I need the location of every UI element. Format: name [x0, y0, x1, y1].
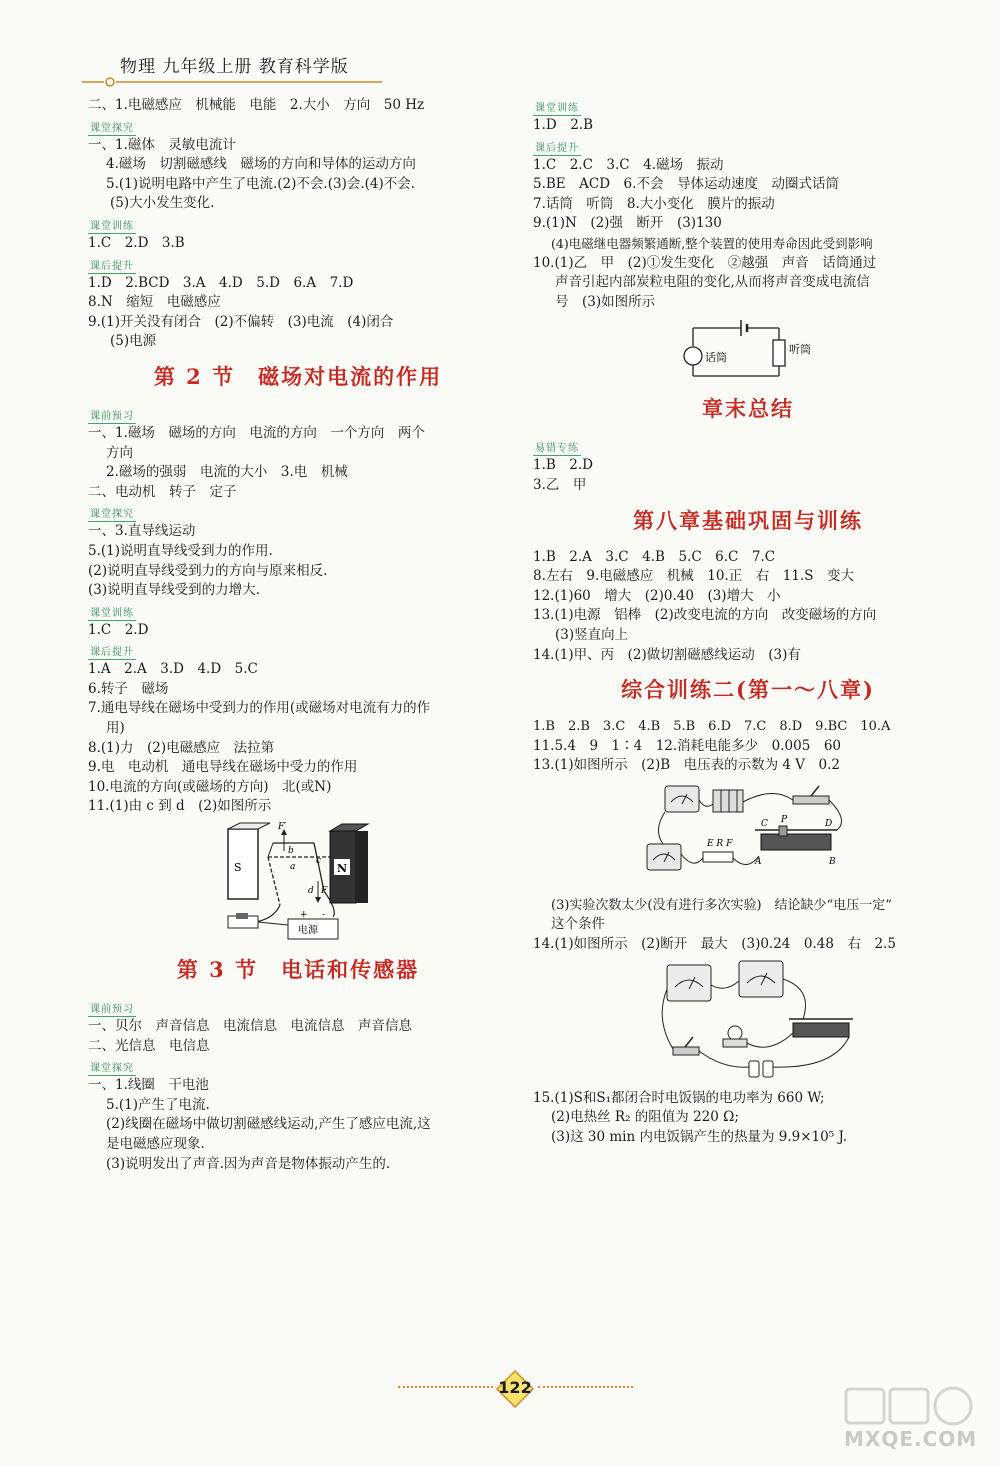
answer-line: (5)电源	[110, 333, 157, 350]
answer-line: 1.B 2.B 3.C 4.B 5.B 6.D 7.C 8.D 9.BC 10.A	[533, 719, 891, 735]
answer-line: 二、1.电磁感应 机械能 电能 2.大小 方向 50 Hz	[88, 97, 425, 113]
answer-line: (4)电磁继电器频繁通断,整个装置的使用寿命因此受到影响	[551, 235, 873, 251]
answer-line: 一、1.磁场 磁场的方向 电流的方向 一个方向 两个	[88, 424, 425, 441]
answer-line: 一、3.直导线运动	[88, 523, 196, 540]
answer-line: 10.电流的方向(或磁场的方向) 北(或N)	[88, 778, 332, 795]
rheostat-slider-p: P	[781, 814, 788, 825]
magnet-wire-diagram	[218, 821, 418, 941]
left-column	[88, 96, 508, 1174]
answer-line: 14.(1)如图所示 (2)断开 最大 (3)0.24 0.48 右 2.5	[533, 936, 896, 953]
point-label-a: a	[290, 862, 296, 873]
experiment-circuit-diagram-2	[653, 959, 863, 1079]
footer-dots-left	[398, 1386, 493, 1388]
answer-line: 1.C 2.D	[88, 621, 149, 638]
page-number: 122	[498, 1378, 532, 1397]
answer-line: 8.N 缩短 电磁感应	[88, 294, 221, 311]
answer-line: 8.(1)力 (2)电磁感应 法拉第	[88, 739, 275, 756]
tag-after-class: 课后提升	[535, 142, 579, 154]
terminal-plus: +	[300, 910, 308, 921]
answers-comprehensive	[533, 717, 963, 776]
answers-lift-2	[88, 660, 508, 817]
answers-explore-2	[88, 522, 508, 600]
answers-explore-3	[88, 1076, 508, 1174]
answer-line: (2)说明直导线受到力的方向与原来相反.	[88, 562, 328, 579]
answer-line: 2.磁场的强弱 电流的大小 3.电 机械	[106, 464, 348, 481]
answer-line: 9.(1)N (2)强 断开 (3)130	[533, 215, 722, 232]
experiment-circuit-diagram-1	[643, 780, 853, 886]
header-decoration	[82, 76, 382, 88]
watermark	[838, 1383, 978, 1453]
answer-line: (3)说明发出了声音.因为声音是物体振动产生的.	[106, 1155, 391, 1172]
answer-line: 10.(1)乙 甲 (2)①发生变化 ②越强 声音 话筒通过	[533, 254, 877, 271]
figure-experiment-circuit-2	[533, 959, 963, 1083]
answer-line: 15.(1)S和S₁都闭合时电饭锅的电功率为 660 W;	[533, 1089, 825, 1106]
answer-line: 5.(1)说明电路中产生了电流.(2)不会.(3)会.(4)不会.	[106, 175, 416, 192]
answer-line: (2)线圈在磁场中做切割磁感线运动,产生了感应电流,这	[106, 1116, 431, 1133]
answer-line: 9.(1)开关没有闭合 (2)不偏转 (3)电流 (4)闭合	[88, 313, 394, 330]
tag-in-class-training: 课堂训练	[90, 607, 134, 619]
answer-line: (5)大小发生变化.	[110, 195, 215, 212]
rheostat-terminal-c: C	[761, 818, 768, 829]
figure-telephone-circuit	[533, 316, 963, 384]
watermark-text: MXQE.COM	[844, 1427, 978, 1451]
tag-after-class: 课后提升	[90, 647, 134, 659]
answers-explore-1	[88, 136, 508, 214]
tag-in-class-explore: 课堂探究	[90, 1063, 134, 1075]
answers-part2	[88, 96, 508, 116]
point-label-c: c	[316, 856, 322, 867]
answer-line: 11.5.4 9 1∶4 12.消耗电能多少 0.005 60	[533, 737, 842, 754]
rheostat-terminal-d: D	[825, 818, 833, 829]
tag-in-class-explore: 课堂探究	[90, 122, 134, 134]
tag-preview: 课前预习	[90, 410, 134, 422]
section-heading-chapter8: 第八章基础巩固与训练	[633, 507, 863, 533]
answer-line: 用)	[106, 720, 125, 737]
answers-comprehensive-2	[533, 896, 963, 955]
answers-chapter8	[533, 548, 963, 666]
section-heading-3: 第 3 节 电话和传感器	[176, 957, 420, 983]
magnet-pole-n: N	[337, 862, 348, 876]
tag-preview: 课前预习	[90, 1004, 134, 1016]
answer-line: 13.(1)电源 铝棒 (2)改变电流的方向 改变磁场的方向	[533, 607, 877, 624]
answer-line: 1.B 2.A 3.C 4.B 5.C 6.C 7.C	[533, 548, 776, 565]
answer-line: (3)实验次数太少(没有进行多次实验) 结论缺少“电压一定”	[551, 897, 892, 913]
answer-line: (2)电热丝 R₂ 的阻值为 220 Ω;	[551, 1109, 739, 1126]
answer-line: 9.电 电动机 通电导线在磁场中受力的作用	[88, 759, 358, 776]
answer-line: 是电磁感应现象.	[106, 1136, 205, 1152]
answer-line: 二、光信息 电信息	[88, 1037, 210, 1054]
answer-line: 一、贝尔 声音信息 电流信息 电流信息 声音信息	[88, 1018, 412, 1035]
rheostat-terminal-b: B	[829, 856, 836, 867]
answer-line: 5.(1)说明直导线受到力的作用.	[88, 542, 273, 559]
force-label-f: F	[321, 886, 328, 897]
tag-in-class-training: 课堂训练	[535, 103, 579, 114]
point-label-d: d	[308, 886, 314, 897]
running-header-title: 物理 九年级上册 教育科学版	[120, 57, 349, 77]
answer-line: 一、1.磁体 灵敏电流计	[88, 136, 236, 153]
answer-line: 1.C 2.D 3.B	[88, 234, 185, 251]
section-heading-2: 第 2 节 磁场对电流的作用	[153, 363, 443, 389]
telephone-circuit-diagram	[683, 316, 823, 380]
answer-line: 14.(1)甲、丙 (2)做切割磁感线运动 (3)有	[533, 646, 801, 663]
answer-line: 8.左右 9.电磁感应 机械 10.正 右 11.S 变大	[533, 568, 854, 585]
answer-line: (3)竖直向上	[555, 626, 629, 643]
force-label-f-prime: F′	[278, 822, 287, 833]
magnet-pole-s: S	[234, 861, 242, 875]
footer-dots-right	[538, 1386, 633, 1388]
section-heading-comprehensive: 综合训练二(第一～八章)	[621, 677, 875, 703]
power-supply-label: 电源	[298, 925, 318, 937]
answer-line: 1.C 2.C 3.C 4.磁场 振动	[533, 156, 724, 173]
answer-line: 1.B 2.D	[533, 457, 594, 474]
answer-line: (3)这 30 min 内电饭锅产生的热量为 9.9×10⁵ J.	[551, 1128, 848, 1145]
answer-line: 一、1.线圈 干电池	[88, 1077, 209, 1094]
section-heading-summary: 章末总结	[702, 396, 794, 422]
answers-pre-3	[88, 1017, 508, 1056]
page-number-badge	[495, 1369, 535, 1409]
earpiece-label: 听筒	[789, 343, 811, 357]
answer-line: 1.D 2.B	[533, 117, 594, 133]
answer-line: 这个条件	[551, 916, 605, 933]
watermark-logo	[838, 1383, 978, 1429]
answers-lift-1	[88, 274, 508, 352]
tag-in-class-explore: 课堂探究	[90, 509, 134, 521]
figure-magnet-wire	[88, 821, 508, 945]
right-column	[533, 96, 963, 1147]
answer-line: 号 (3)如图所示	[555, 293, 656, 310]
answers-error-prone	[533, 456, 963, 495]
answers-lift-3	[533, 156, 963, 313]
answer-line: 7.通电导线在磁场中受到力的作用(或磁场对电流有力的作	[88, 700, 431, 717]
terminal-minus: -	[322, 910, 326, 921]
answers-comprehensive-3	[533, 1089, 963, 1148]
answer-line: 6.转子 磁场	[88, 680, 169, 697]
terminal-labels-erf: E R F	[707, 838, 733, 849]
answer-line: 3.乙 甲	[533, 476, 587, 493]
answer-line: 5.(1)产生了电流.	[106, 1096, 210, 1113]
tag-after-class: 课后提升	[90, 260, 134, 272]
figure-experiment-circuit-1	[533, 780, 963, 890]
point-label-b: b	[288, 846, 294, 857]
rheostat-terminal-a: A	[755, 856, 762, 867]
answer-line: 7.话筒 听筒 8.大小变化 膜片的振动	[533, 195, 775, 212]
answer-line: 12.(1)60 增大 (2)0.40 (3)增大 小	[533, 587, 781, 604]
running-header	[80, 52, 400, 77]
answer-line: 声音引起内部炭粒电阻的变化,从而将声音变成电流信	[555, 274, 870, 291]
answer-line: 1.D 2.BCD 3.A 4.D 5.D 6.A 7.D	[88, 274, 354, 291]
answer-line: 4.磁场 切割磁感线 磁场的方向和导体的运动方向	[106, 156, 416, 173]
answer-line: 5.BE ACD 6.不会 导体运动速度 动圈式话筒	[533, 176, 839, 193]
answer-line: (3)说明直导线受到的力增大.	[88, 582, 260, 599]
answer-line: 13.(1)如图所示 (2)B 电压表的示数为 4 V 0.2	[533, 757, 841, 774]
answers-pre-2	[88, 424, 508, 502]
answer-line: 方向	[106, 444, 133, 461]
answer-line: 1.A 2.A 3.D 4.D 5.C	[88, 661, 258, 678]
microphone-label: 话筒	[705, 351, 727, 365]
tag-in-class-training: 课堂训练	[90, 220, 134, 232]
answer-line: 11.(1)由 c 到 d (2)如图所示	[88, 798, 272, 815]
answer-line: 二、电动机 转子 定子	[88, 483, 237, 500]
tag-error-prone: 易错专练	[535, 443, 579, 455]
